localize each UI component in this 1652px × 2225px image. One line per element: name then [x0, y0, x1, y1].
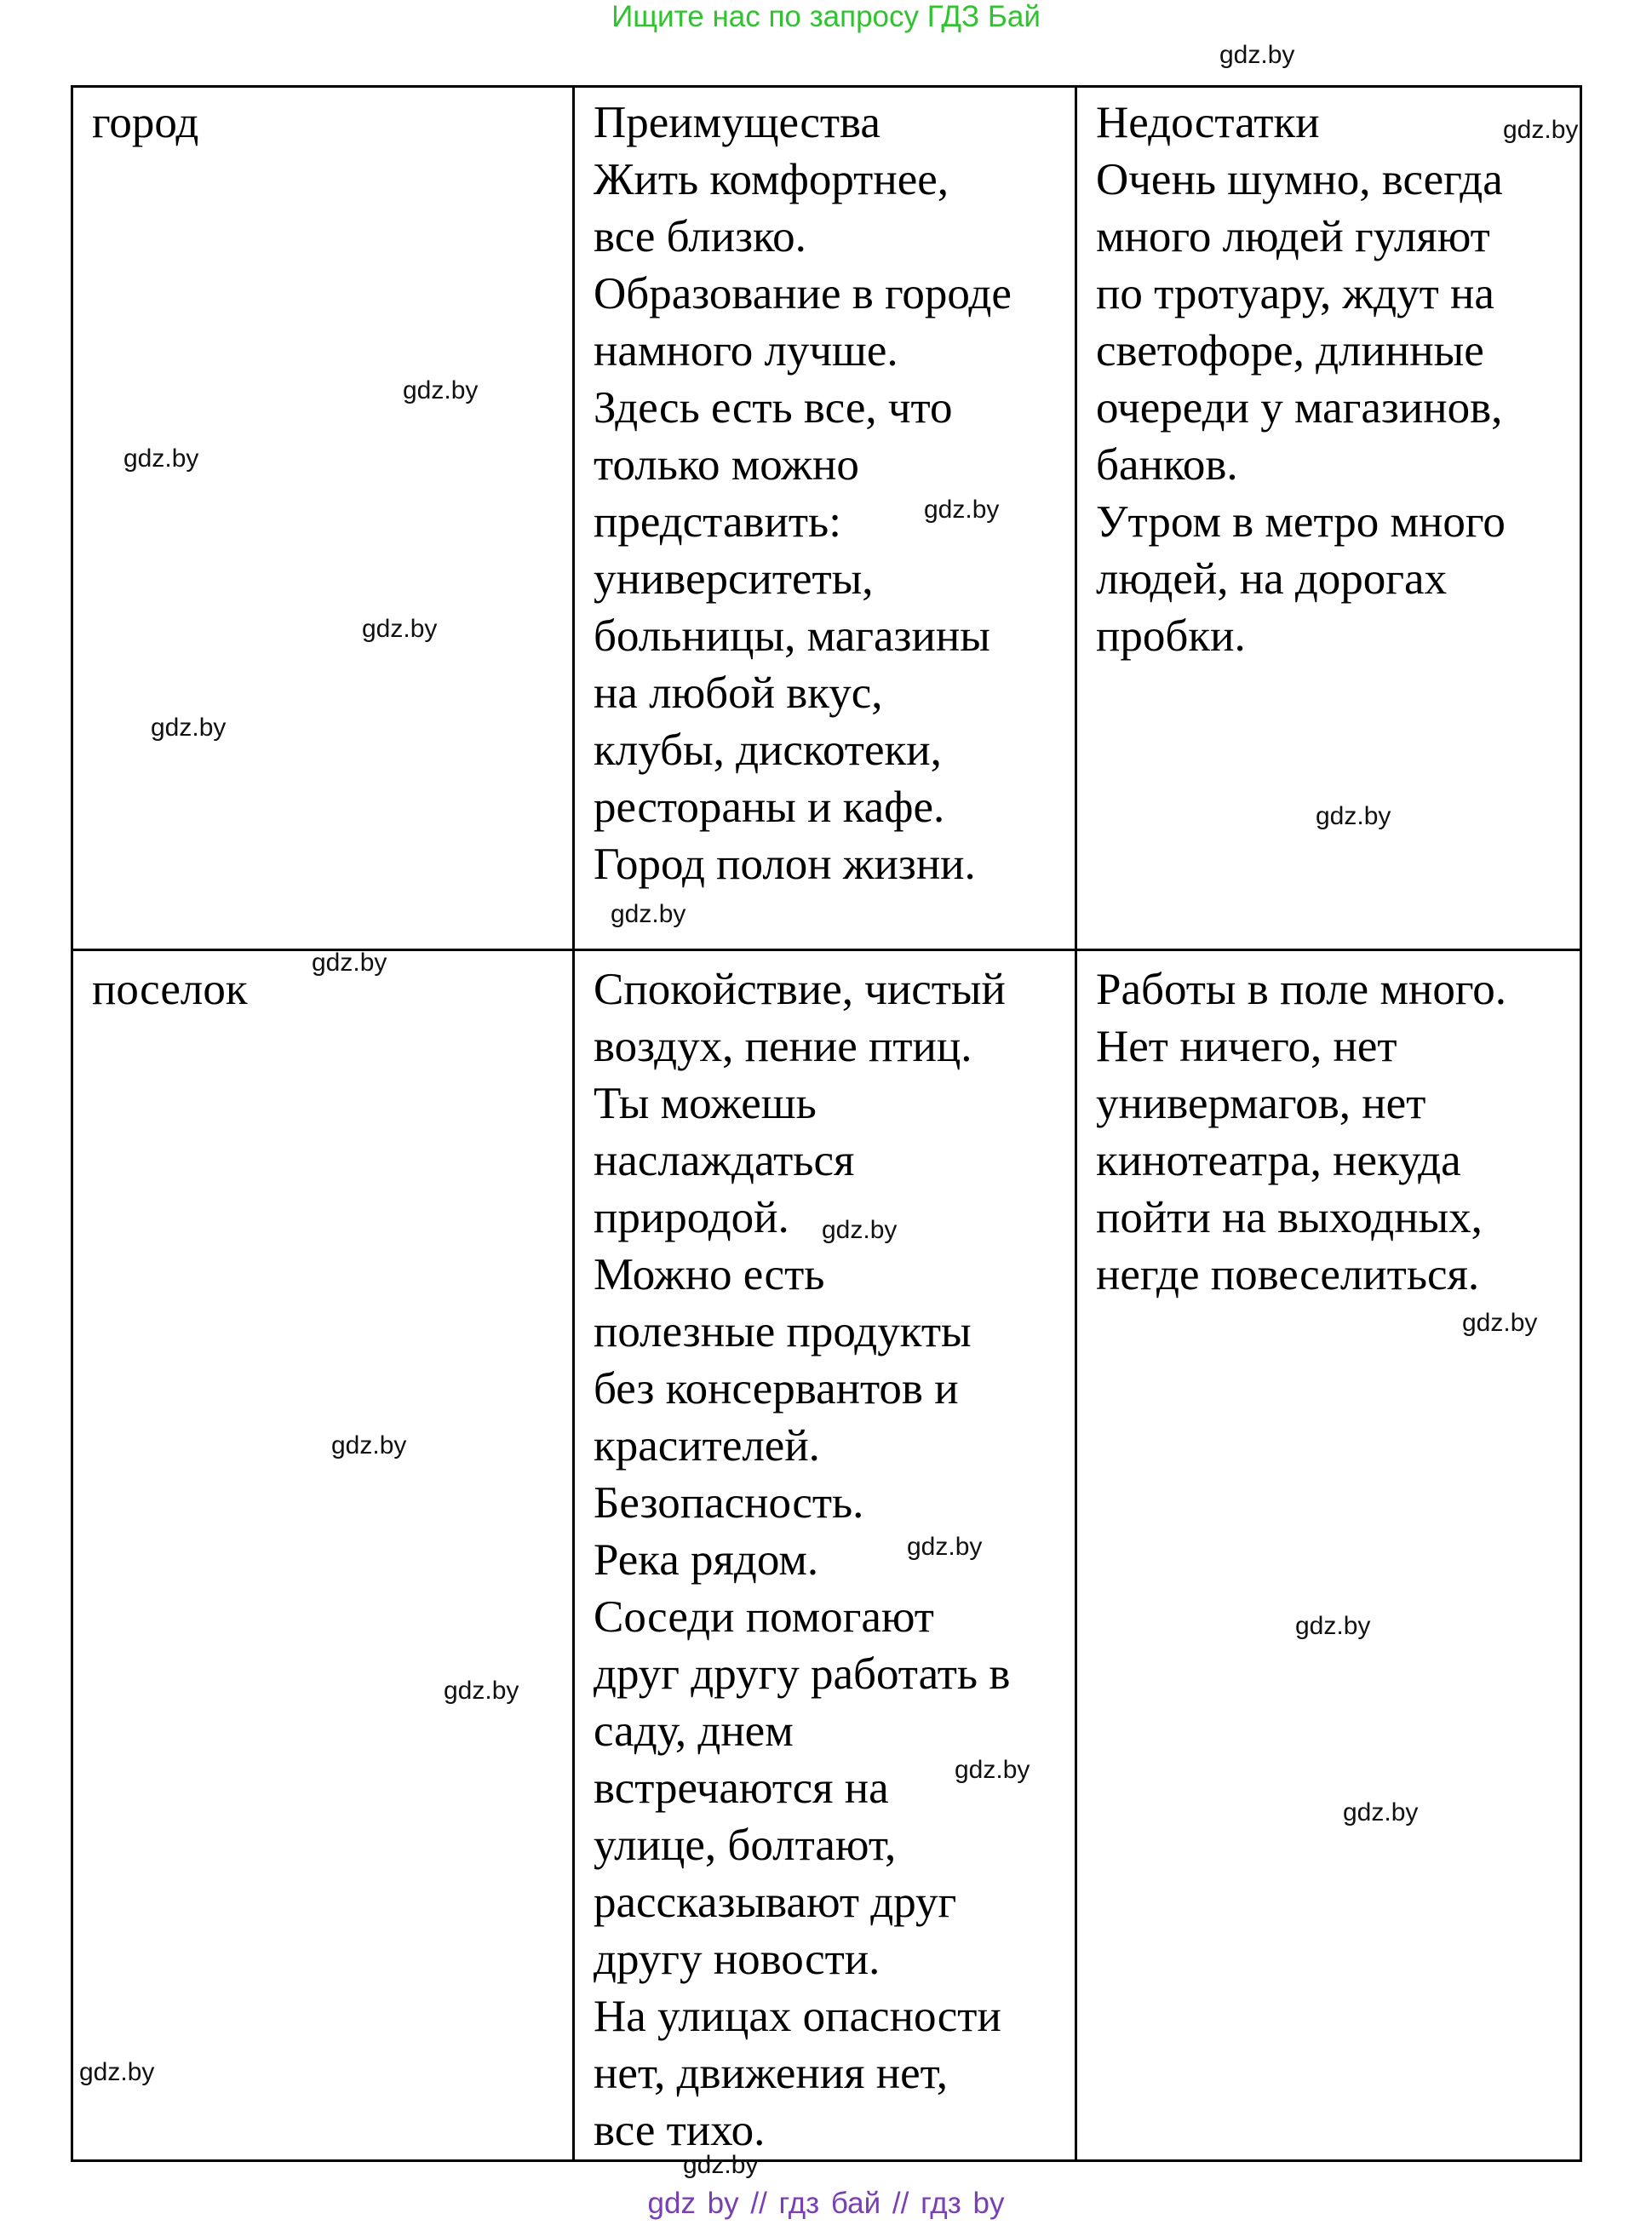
watermark: gdz.by: [907, 1533, 983, 1561]
watermark: gdz.by: [955, 1756, 1030, 1784]
watermark: gdz.by: [1343, 1798, 1419, 1826]
watermark: gdz.by: [403, 376, 479, 404]
watermark: gdz.by: [822, 1216, 898, 1244]
advantages-city: [574, 87, 1076, 950]
row-label-city: [72, 87, 574, 950]
row-label-village-text: поселок: [92, 965, 248, 1014]
watermark: gdz.by: [123, 444, 199, 473]
advantages-city-text: Преимущества Жить комфортнее, все близко. Образование в городе намного лучше. Здесь есть все, что только можно представить: университеты, больницы, магазины на любой вкус, клубы, дискотеки, рестораны и кафе. Город полон жизни.: [594, 98, 1012, 889]
watermark: gdz.by: [1503, 116, 1579, 144]
advantages-village: [574, 950, 1076, 2161]
watermark: gdz.by: [1316, 802, 1391, 830]
watermark: gdz.by: [151, 714, 227, 742]
watermark: gdz.by: [79, 2058, 155, 2086]
watermark: gdz.by: [312, 949, 387, 977]
watermark: gdz.by: [611, 900, 686, 928]
comparison-table: [71, 85, 1582, 2162]
disadvantages-city-text: Недостатки Очень шумно, всегда много людей гуляют по тротуару, ждут на светофоре, длинные очереди у магазинов, банков. Утром в метро много людей, на дорогах пробки.: [1096, 98, 1506, 661]
watermark: gdz.by: [1219, 41, 1295, 69]
watermark: gdz.by: [1295, 1612, 1371, 1640]
watermark: gdz.by: [683, 2151, 759, 2179]
watermark: gdz.by: [362, 615, 438, 643]
disadvantages-village: [1076, 950, 1581, 2161]
watermark: gdz.by: [924, 496, 1000, 524]
footer-links: gdz by // гдз бай // гдз by: [647, 2187, 1005, 2220]
watermark: gdz.by: [444, 1677, 519, 1705]
table-row-village: [72, 950, 1581, 2161]
row-label-city-text: город: [92, 98, 199, 147]
watermark: gdz.by: [331, 1431, 407, 1459]
disadvantages-village-text: Работы в поле много. Нет ничего, нет универмагов, нет кинотеатра, некуда пойти на выходных, негде повеселиться.: [1096, 965, 1507, 1299]
watermark: gdz.by: [1462, 1309, 1538, 1337]
advantages-village-text: Спокойствие, чистый воздух, пение птиц. Ты можешь наслаждаться природой. Можно есть полезные продукты без консервантов и красителей. Безопасность. Река рядом. Соседи помогают друг другу работать в саду, днем встречаются на улице, болтают, рассказывают друг другу новости. На улицах опасности нет, движения нет, все тихо.: [594, 965, 1011, 2155]
row-label-village: [72, 950, 574, 2161]
top-banner: Ищите нас по запросу ГДЗ Бай: [611, 0, 1041, 33]
